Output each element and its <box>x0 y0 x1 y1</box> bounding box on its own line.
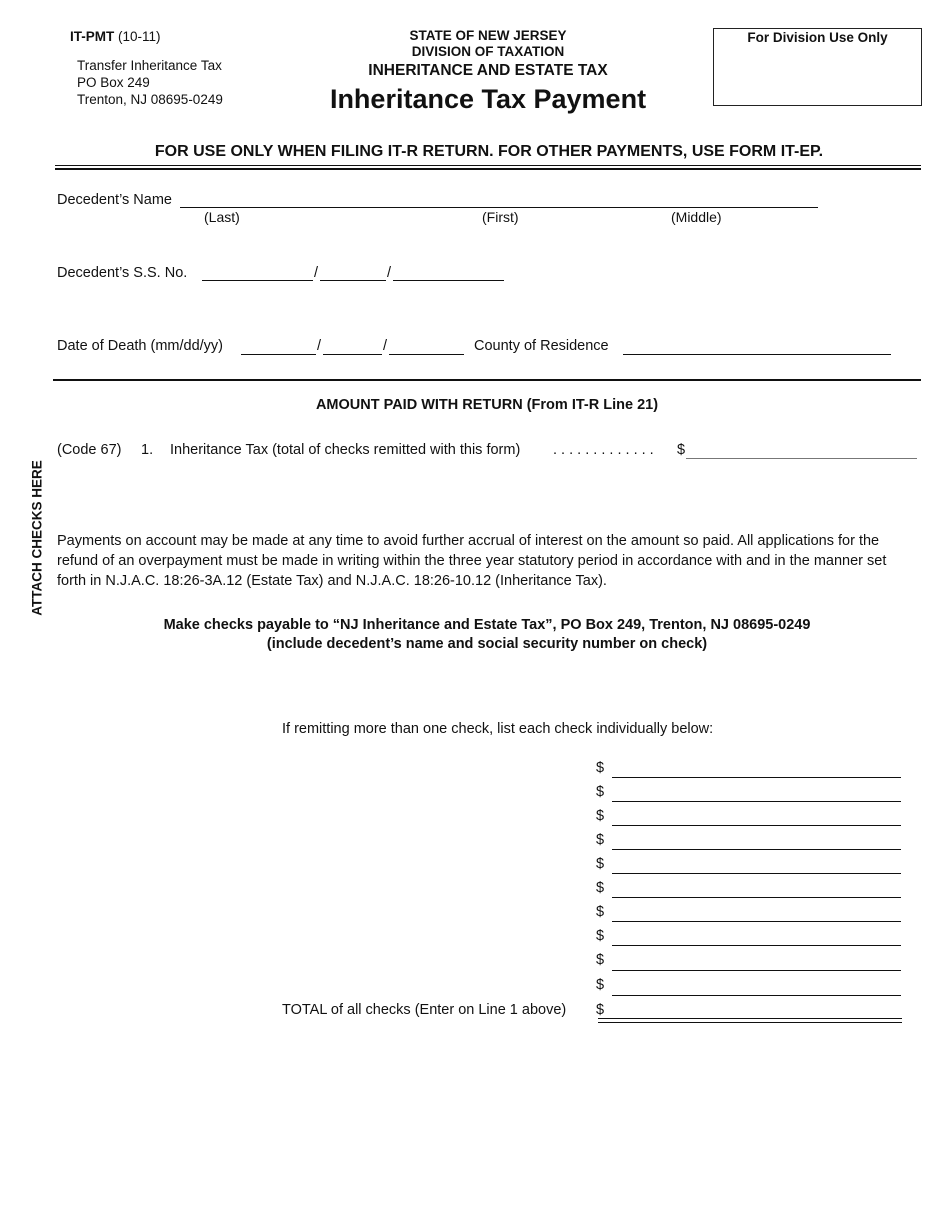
check-amount-field[interactable] <box>612 945 901 946</box>
check-amount-field[interactable] <box>612 777 901 778</box>
check-currency: $ <box>596 928 605 944</box>
total-label: TOTAL of all checks (Enter on Line 1 above) <box>282 1002 567 1018</box>
department-heading: INHERITANCE AND ESTATE TAX <box>368 62 608 79</box>
check-amount-field[interactable] <box>612 801 901 802</box>
check-currency: $ <box>596 904 605 920</box>
filing-note: FOR USE ONLY WHEN FILING IT-R RETURN. FOR OTHER PAYMENTS, USE FORM IT-EP. <box>154 143 824 160</box>
check-currency: $ <box>596 880 605 896</box>
name-part-last: (Last) <box>204 209 240 225</box>
dod-day-field[interactable] <box>323 354 382 355</box>
check-amount-field[interactable] <box>612 921 901 922</box>
check-currency: $ <box>596 952 605 968</box>
amount-currency: $ <box>677 442 686 458</box>
ssn-separator: / <box>387 265 392 281</box>
line-number: 1. <box>141 442 154 458</box>
check-amount-field[interactable] <box>612 849 901 850</box>
check-currency: $ <box>596 832 605 848</box>
division-heading: DIVISION OF TAXATION <box>411 44 565 59</box>
check-amount-field[interactable] <box>612 825 901 826</box>
check-currency: $ <box>596 784 605 800</box>
county-field[interactable] <box>623 354 891 355</box>
checks-intro: If remitting more than one check, list each check individually below: <box>282 721 714 737</box>
name-part-middle: (Middle) <box>671 209 722 225</box>
attach-checks-label: ATTACH CHECKS HERE <box>29 460 45 616</box>
dod-year-field[interactable] <box>389 354 464 355</box>
total-amount-field[interactable] <box>598 1018 902 1019</box>
total-double-rule <box>598 1022 902 1023</box>
header-rule-top <box>55 165 921 166</box>
division-use-label: For Division Use Only <box>747 30 888 45</box>
check-amount-field[interactable] <box>612 873 901 874</box>
payments-paragraph: Payments on account may be made at any time to avoid further accrual of interest on the amount so paid. All applications for the refund of an overpayment must be made in writing within the three year statutory period in accordance with and in the manner set forth in N.J.A.C. 18:26-3A.12 (Estate Tax) and N.J.A.C. 18:26-10.12 (Inheritance Tax). <box>57 533 887 589</box>
county-label: County of Residence <box>474 338 609 354</box>
form-code: IT-PMT <box>70 29 115 44</box>
agency-line: Transfer Inheritance Tax <box>77 58 222 73</box>
form-title: Inheritance Tax Payment <box>329 84 647 114</box>
check-currency: $ <box>596 856 605 872</box>
total-currency: $ <box>596 1002 605 1018</box>
dod-month-field[interactable] <box>241 354 316 355</box>
agency-line: PO Box 249 <box>77 75 150 90</box>
ssn-field-part3[interactable] <box>393 280 504 281</box>
section-divider <box>53 379 921 381</box>
decedent-name-label: Decedent’s Name <box>57 192 172 208</box>
check-amount-field[interactable] <box>612 970 901 971</box>
name-part-first: (First) <box>482 209 519 225</box>
ssn-separator: / <box>314 265 319 281</box>
dod-separator: / <box>317 338 322 354</box>
check-currency: $ <box>596 760 605 776</box>
dot-leader: . . . . . . . . . . . . . <box>553 442 654 458</box>
state-heading: STATE OF NEW JERSEY <box>409 28 567 43</box>
code-label: (Code 67) <box>57 442 122 458</box>
check-currency: $ <box>596 977 605 993</box>
agency-line: Trenton, NJ 08695-0249 <box>77 92 223 107</box>
form-id <box>70 29 161 44</box>
inheritance-tax-amount-field[interactable] <box>686 458 917 459</box>
check-amount-field[interactable] <box>612 897 901 898</box>
header-rule-bottom <box>55 168 921 170</box>
ssn-label: Decedent’s S.S. No. <box>57 265 188 281</box>
check-amount-field[interactable] <box>612 995 901 996</box>
date-of-death-label: Date of Death (mm/dd/yy) <box>57 338 223 354</box>
payable-line-1: Make checks payable to “NJ Inheritance and Estate Tax”, PO Box 249, Trenton, NJ 08695-0249 <box>163 617 811 633</box>
decedent-name-field[interactable] <box>180 207 818 208</box>
ssn-field-part1[interactable] <box>202 280 313 281</box>
line-label: Inheritance Tax (total of checks remitted with this form) <box>170 442 521 458</box>
payable-line-2: (include decedent’s name and social security number on check) <box>266 636 708 652</box>
amount-heading: AMOUNT PAID WITH RETURN (From IT-R Line 21) <box>315 397 659 413</box>
ssn-field-part2[interactable] <box>320 280 386 281</box>
agency-address <box>77 57 223 108</box>
check-currency: $ <box>596 808 605 824</box>
form-revision: (10-11) <box>118 29 161 44</box>
division-use-box <box>713 28 922 106</box>
dod-separator: / <box>383 338 388 354</box>
